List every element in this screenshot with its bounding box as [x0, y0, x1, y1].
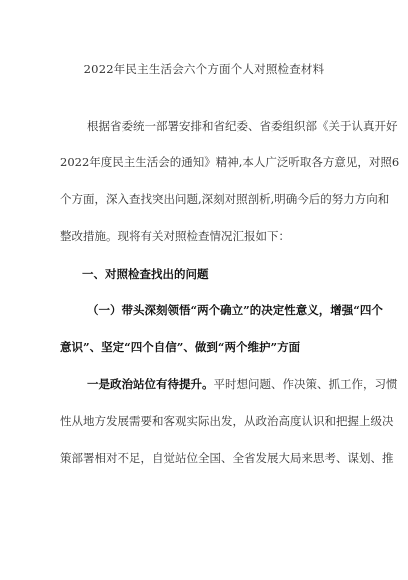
subsection-heading-line-2: 意识”、坚定“四个自信”、做到“两个维护”方面 — [60, 340, 301, 354]
intro-line-3: 个方面，深入查找突出问题,深刻对照剖析,明确今后的努力方向和 — [60, 192, 390, 206]
intro-line-2: 2022年度民主生活会的通知》精神,本人广泛听取各方意见，对照6 — [60, 155, 400, 169]
point-1-line-1 — [87, 377, 398, 391]
intro-line-1: 根据省委统一部署安排和省纪委、省委组织部《关于认真开好 — [87, 119, 398, 133]
point-1-line-2: 性从地方发展需要和客观实际出发，从政治高度认识和把握上级决 — [60, 414, 394, 428]
intro-line-4: 整改措施。现将有关对照检查情况汇报如下： — [60, 229, 290, 243]
section-heading: 一、对照检查找出的问题 — [82, 267, 209, 281]
subsection-heading-line-1: （一）带头深刻领悟“两个确立”的决定性意义，增强“四个 — [87, 303, 383, 317]
point-1-lead: 一是政治站位有待提升。 — [87, 377, 214, 391]
point-1-line-3: 策部署相对不足，自觉站位全国、全省发展大局来思考、谋划、推 — [60, 451, 394, 465]
point-1-first-rest: 平时想问题、作决策、抓工作，习惯 — [213, 377, 398, 391]
document-title: 2022年民主生活会六个方面个人对照检查材料 — [83, 62, 325, 76]
